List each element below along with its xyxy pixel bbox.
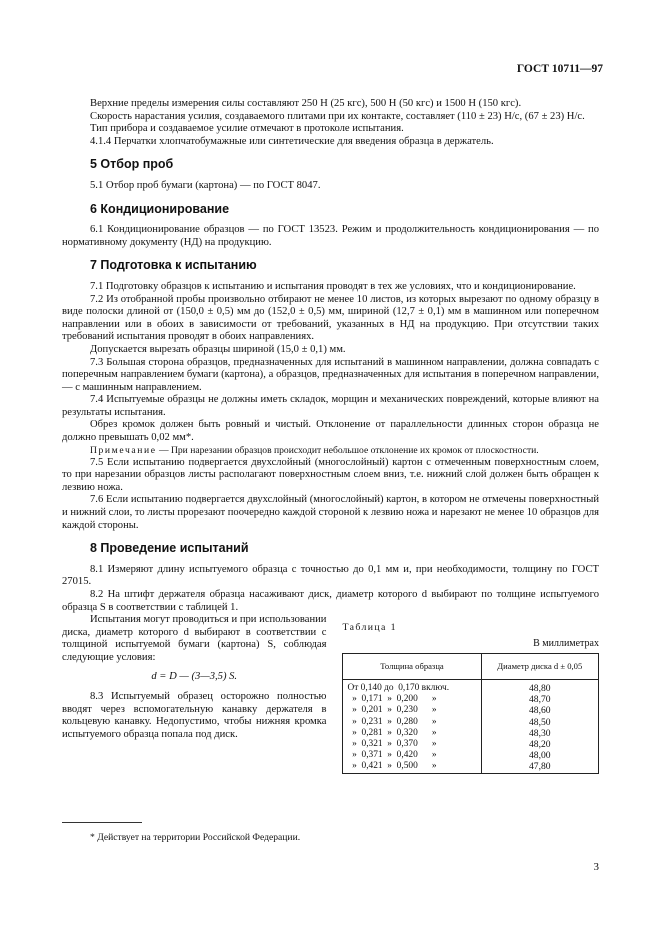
standard-header: ГОСТ 10711—97 xyxy=(516,63,603,75)
paragraph: 7.6 Если испытанию подвергается двухслойный (многослойный) картон, в котором не отмечены поверхностный и нижний слои, то листы прорезают поочередно каждой стороной к лезвию ножа и нарезают не менее 10 образцов для каждой стороны. xyxy=(62,494,599,531)
section-heading: 6 Кондиционирование xyxy=(90,201,230,216)
table-row xyxy=(343,750,599,761)
paragraph: 7.1 Подготовку образцов к испытанию и испытания проводят в тех же условиях, что и кондиционирование. xyxy=(90,280,576,292)
table-row xyxy=(343,761,599,773)
body-text xyxy=(62,98,599,774)
table-cell: 48,00 xyxy=(481,750,598,761)
table-row xyxy=(343,679,599,694)
table-cell: » 0,371 » 0,420 » xyxy=(343,750,481,761)
footnote: * Действует на территории Российской Федерации. xyxy=(90,832,301,843)
table-cell: » 0,201 » 0,230 » xyxy=(343,705,481,716)
paragraph: 5.1 Отбор проб бумаги (картона) — по ГОСТ 8047. xyxy=(90,179,321,191)
formula: d = D — (3—3,5) S. xyxy=(151,670,238,682)
paragraph: 8.1 Измеряют длину испытуемого образца с точностью до 0,1 мм и, при необходимости, толщину по ГОСТ 27015. xyxy=(62,563,599,588)
table-cell: » 0,171 » 0,200 » xyxy=(343,694,481,705)
table-cell: 48,60 xyxy=(481,705,598,716)
paragraph: Допускается вырезать образцы шириной (15,0 ± 0,1) мм. xyxy=(90,343,346,355)
paragraph: Обрез кромок должен быть ровный и чистый. Отклонение от параллельности длинных сторон образца не должно превышать 0,02 мм*. xyxy=(62,419,599,444)
paragraph: 6.1 Кондиционирование образцов — по ГОСТ 13523. Режим и продолжительность кондиционирования — по нормативному документу (НД) на продукцию. xyxy=(62,224,599,248)
table-cell: 48,80 xyxy=(481,679,598,694)
table-row xyxy=(343,717,599,728)
note-text: — При нарезании образцов происходит небольшое отклонение их кромок от плоскостности. xyxy=(156,444,539,456)
paragraph: 7.4 Испытуемые образцы не должны иметь складок, морщин и механических повреждений, которые влияют на результаты испытания. xyxy=(62,394,599,418)
footnote-divider xyxy=(62,822,142,823)
paragraph: 7.5 Если испытанию подвергается двухслойный (многослойный) картон с отмеченным поверхностным слоем, то при нарезании образцов листы располагают поверхностным слоем вниз, т.е. нижний слой должен быть обращен к лезвию ножа. xyxy=(62,456,599,493)
table-cell: 47,80 xyxy=(481,761,598,773)
two-column-block xyxy=(62,614,599,773)
paragraph: Скорость нарастания усилия, создаваемого плитами при их контакте, составляет (110 ± 23) Н/с, (67 ± 23) Н/с. xyxy=(90,110,585,122)
table-cell: 48,70 xyxy=(481,694,598,705)
table-cell: 48,20 xyxy=(481,739,598,750)
paragraph: 8.2 На штифт держателя образца насаживают диск, диаметр которого d выбирают по толщине испытуемого образца S в соответствии с таблицей 1. xyxy=(62,589,599,613)
table-cell: 48,50 xyxy=(481,717,598,728)
thickness-table xyxy=(342,653,599,773)
page-number: 3 xyxy=(593,861,599,873)
left-column xyxy=(62,614,326,773)
table-cell: От 0,140 до 0,170 включ. xyxy=(343,679,481,694)
paragraph: 7.3 Большая сторона образцов, предназначенных для испытаний в машинном направлении, должна совпадать с поперечным направлением бумаги (картона), а образцов, предназначенных для испытания в поперечном направлении, — с машинным направлением. xyxy=(62,356,599,393)
table-row xyxy=(343,694,599,705)
table-row xyxy=(343,739,599,750)
paragraph: Верхние пределы измерения силы составляют 250 Н (25 кгс), 500 Н (50 кгс) и 1500 Н (150 кгс). xyxy=(90,98,522,109)
table-header: Диаметр диска d ± 0,05 xyxy=(481,654,598,680)
table-unit: В миллиметрах xyxy=(533,637,599,649)
section-heading: 8 Проведение испытаний xyxy=(90,541,249,556)
table-cell: 48,30 xyxy=(481,728,598,739)
paragraph: Тип прибора и создаваемое усилие отмечают в протоколе испытания. xyxy=(90,123,404,135)
paragraph: 8.3 Испытуемый образец осторожно полностью вводят через вспомогательную канавку держателя в кольцевую канавку. Недопустимо, чтобы нижняя кромка испытуемого образца попала под диск. xyxy=(62,691,327,740)
note-label: Примечание xyxy=(90,444,157,456)
section-heading: 5 Отбор проб xyxy=(90,157,174,172)
table-header: Толщина образца xyxy=(343,654,481,680)
table-row xyxy=(343,728,599,739)
note xyxy=(62,445,599,457)
table-cell: » 0,321 » 0,370 » xyxy=(343,739,481,750)
paragraph: Испытания могут проводиться и при использовании диска, диаметр которого d выбирают в соответствии с толщиной испытуемой бумаги (картона) S, соблюдая следующие условия: xyxy=(62,614,327,663)
table-block xyxy=(342,614,599,773)
table-cell: » 0,231 » 0,280 » xyxy=(343,717,481,728)
paragraph: 4.1.4 Перчатки хлопчатобумажные или синтетические для введения образца в держатель. xyxy=(90,135,494,147)
table-caption: Таблица 1 xyxy=(342,622,397,634)
paragraph: 7.2 Из отобранной пробы произвольно отбирают не менее 10 листов, из которых вырезают по одному образцу в виде полоски длиной от (150,0 ± 0,5) мм до (152,0 ± 0,5) мм, шириной (12,7 ± 0,1) мм в машинном или поперечном направлении или в обоих в зависимости от требований, указанных в НД на продукцию. При отсутствии таких требований испытания проводят в обоих направлениях. xyxy=(62,293,599,343)
section-heading: 7 Подготовка к испытанию xyxy=(90,258,257,273)
table-cell: » 0,421 » 0,500 » xyxy=(343,761,481,773)
table-row xyxy=(343,705,599,716)
table-cell: » 0,281 » 0,320 » xyxy=(343,728,481,739)
